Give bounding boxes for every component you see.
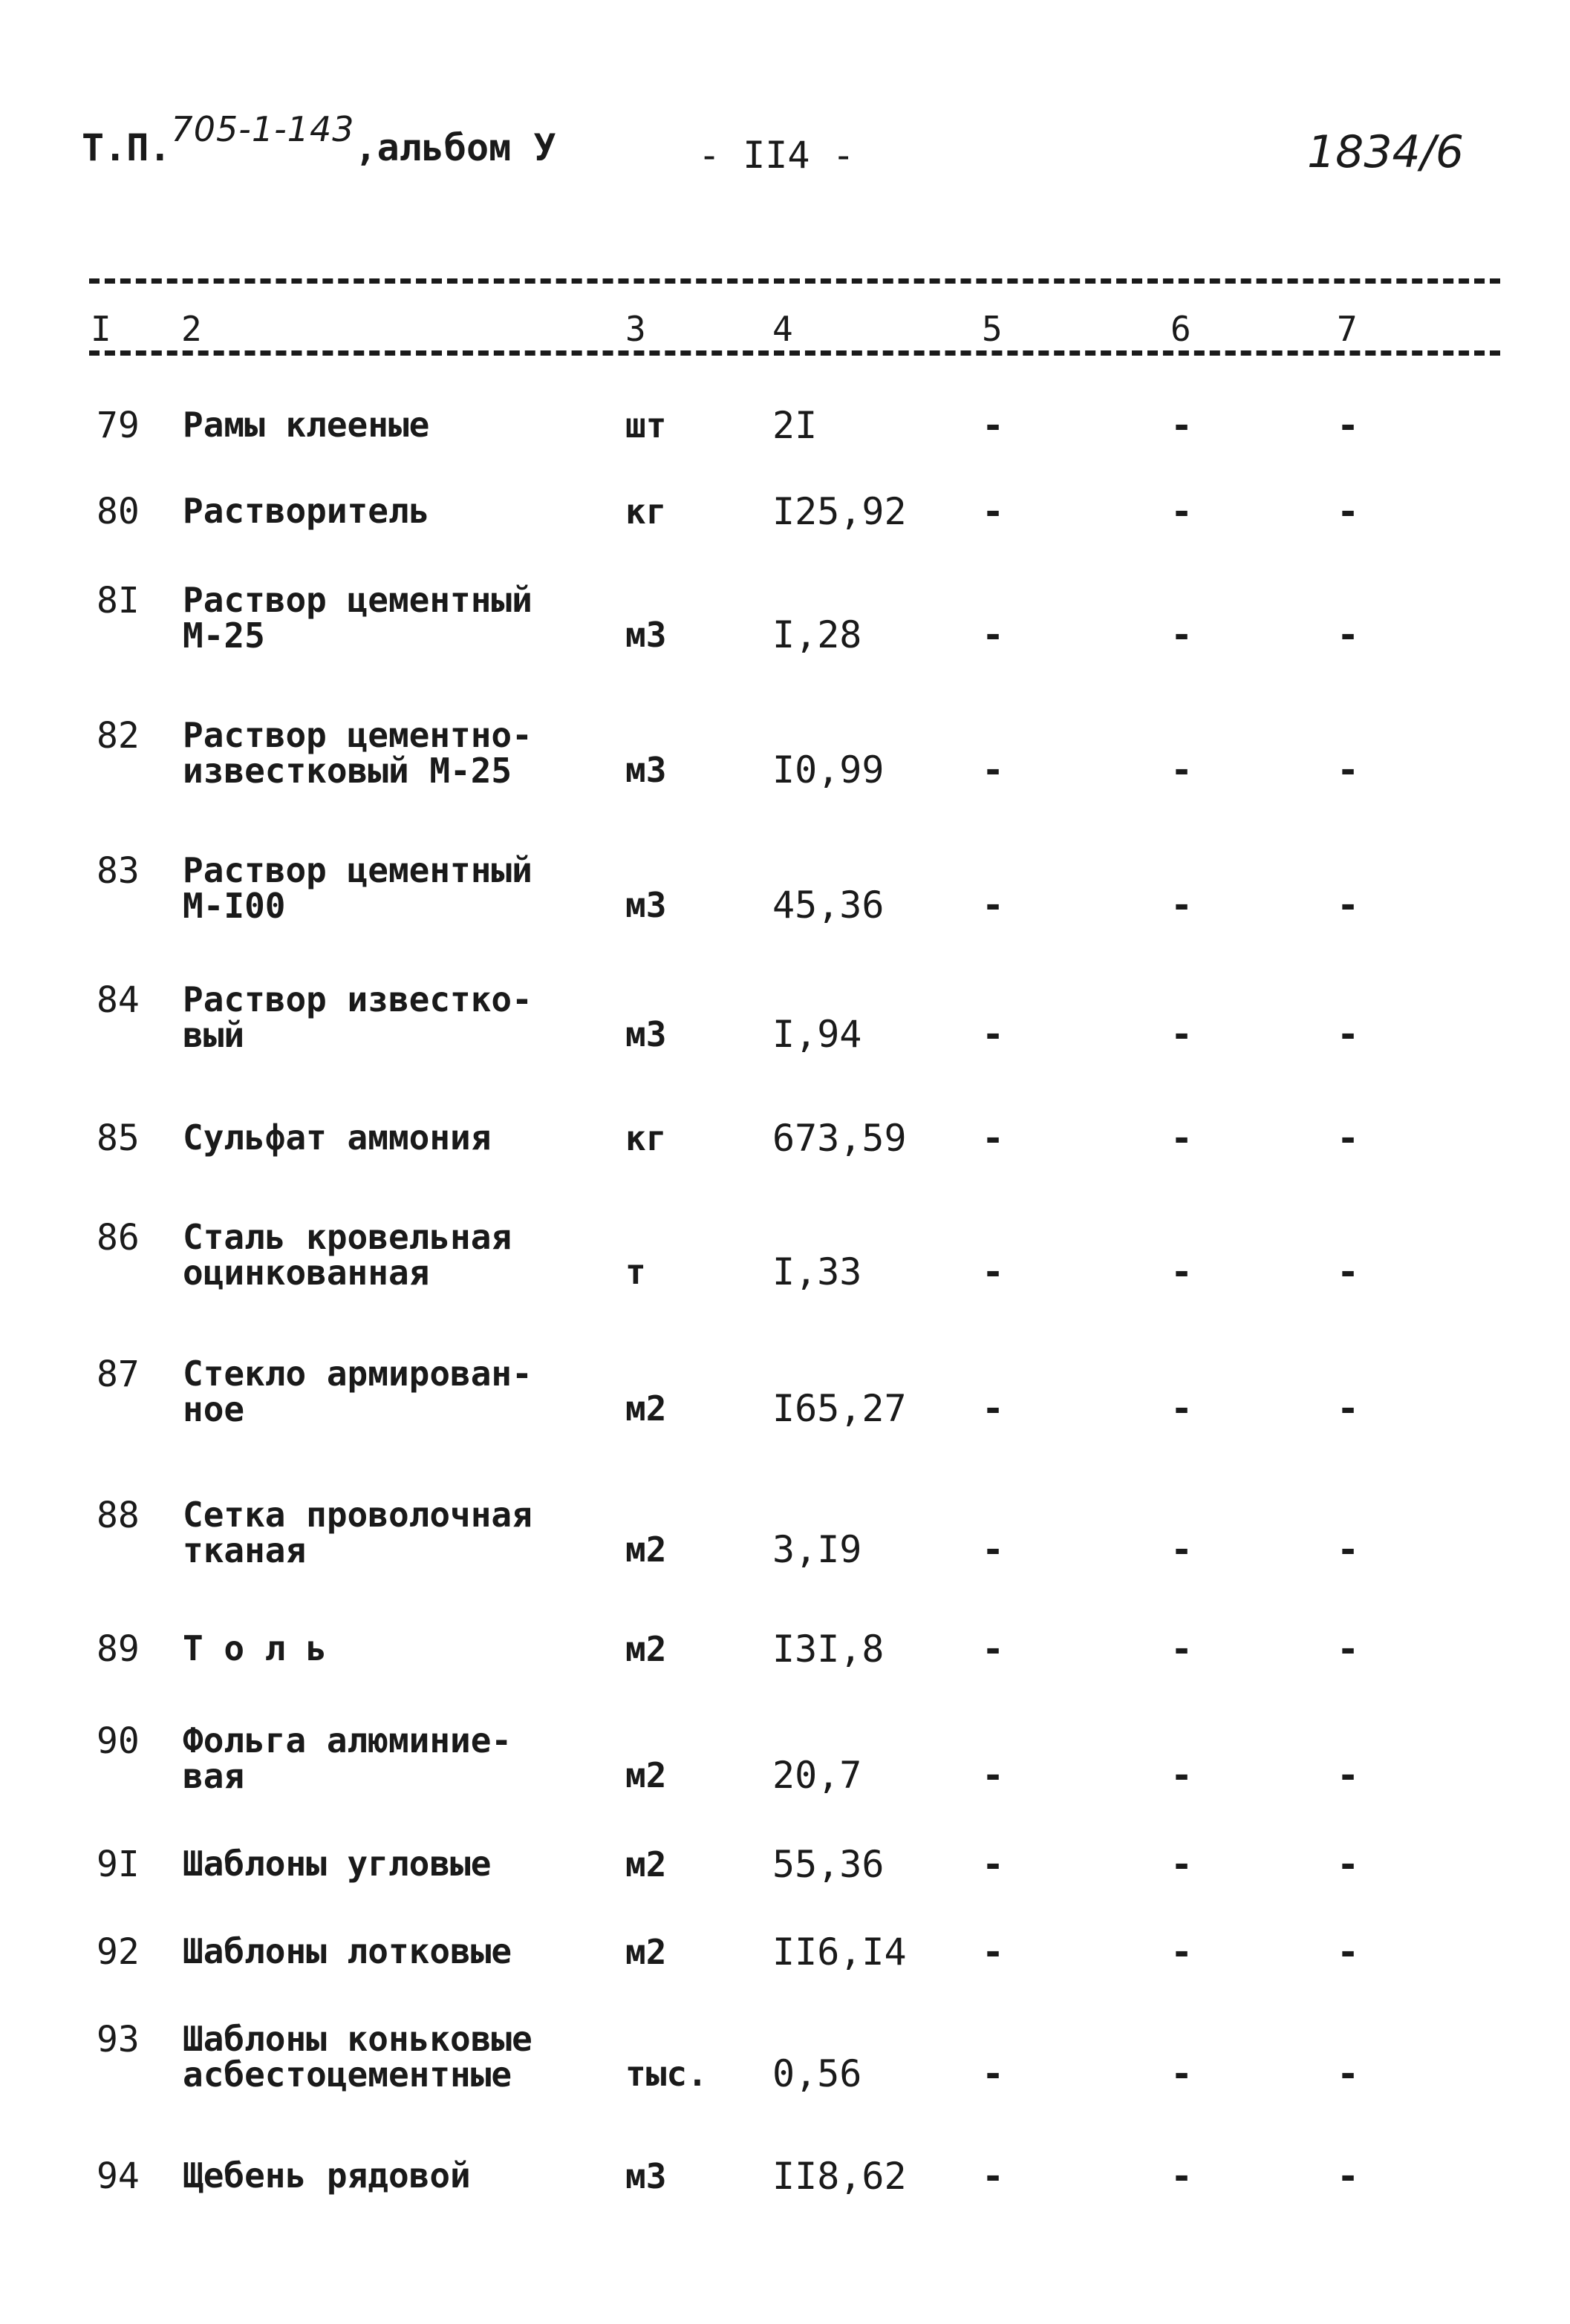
unit-of-measure: кг: [625, 492, 667, 532]
column-number-1: I: [88, 310, 114, 347]
row-number: 85: [97, 1117, 140, 1159]
unit-of-measure: м3: [625, 750, 667, 790]
column-6-value: -: [1170, 1754, 1193, 1797]
row-number: 9I: [97, 1844, 140, 1885]
row-number: 93: [97, 2019, 140, 2060]
column-6-value: -: [1170, 1628, 1193, 1671]
material-name: Раствор известко- вый: [183, 979, 532, 1055]
column-number-6: 6: [1167, 310, 1194, 347]
unit-of-measure: м2: [625, 1530, 667, 1570]
table-top-rule: [89, 278, 1500, 284]
column-6-value: -: [1170, 1930, 1193, 1974]
column-7-value: -: [1337, 1528, 1360, 1571]
quantity: 45,36: [772, 884, 885, 927]
quantity: II6,I4: [772, 1930, 907, 1974]
column-5-value: -: [982, 1528, 1005, 1571]
column-number-5: 5: [979, 310, 1006, 347]
column-7-value: -: [1337, 748, 1360, 791]
column-7-value: -: [1337, 1754, 1360, 1797]
document-number-handwritten: 1834/6: [1307, 126, 1465, 178]
column-7-value: -: [1337, 1117, 1360, 1160]
row-number: 8I: [97, 580, 140, 621]
column-7-value: -: [1337, 2155, 1360, 2198]
material-name: Шаблоны лотковые: [183, 1931, 512, 1971]
unit-of-measure: м2: [625, 1629, 667, 1669]
column-5-value: -: [982, 1013, 1005, 1056]
quantity: 55,36: [772, 1843, 885, 1886]
column-7-value: -: [1337, 613, 1360, 656]
column-6-value: -: [1170, 2155, 1193, 2198]
table-header-rule: [89, 350, 1500, 356]
material-name: Рамы клееные: [183, 405, 430, 445]
project-number-handwritten: 705-1-143: [171, 109, 355, 149]
column-7-value: -: [1337, 884, 1360, 927]
quantity: I0,99: [772, 748, 885, 791]
column-7-value: -: [1337, 1843, 1360, 1886]
column-number-4: 4: [769, 310, 796, 347]
unit-of-measure: м3: [625, 885, 667, 925]
quantity: I,33: [772, 1250, 862, 1293]
quantity: I,94: [772, 1013, 862, 1056]
column-number-7: 7: [1334, 310, 1361, 347]
unit-of-measure: м2: [625, 1844, 667, 1884]
header-prefix: Т.П.: [82, 126, 172, 169]
unit-of-measure: м2: [625, 1932, 667, 1972]
column-6-value: -: [1170, 490, 1193, 533]
row-number: 88: [97, 1495, 140, 1536]
quantity: II8,62: [772, 2155, 907, 2198]
column-5-value: -: [982, 1117, 1005, 1160]
column-number-3: 3: [622, 310, 649, 347]
column-5-value: -: [982, 1387, 1005, 1430]
page-header-reference: [82, 109, 556, 169]
material-name: Шаблоны угловые: [183, 1844, 492, 1884]
quantity: I3I,8: [772, 1628, 885, 1671]
row-number: 89: [97, 1628, 140, 1670]
unit-of-measure: м3: [625, 2156, 667, 2196]
quantity: 0,56: [772, 2052, 862, 2095]
column-7-value: -: [1337, 490, 1360, 533]
column-5-value: -: [982, 884, 1005, 927]
material-name: Щебень рядовой: [183, 2155, 471, 2196]
quantity: 3,I9: [772, 1528, 862, 1571]
column-5-value: -: [982, 1930, 1005, 1974]
column-5-value: -: [982, 613, 1005, 656]
quantity: I65,27: [772, 1387, 907, 1430]
material-name: Сульфат аммония: [183, 1117, 492, 1158]
column-5-value: -: [982, 2052, 1005, 2095]
column-5-value: -: [982, 748, 1005, 791]
column-number-2: 2: [178, 310, 205, 347]
material-name: Раствор цементный М-25: [183, 580, 532, 656]
row-number: 87: [97, 1354, 140, 1395]
quantity: 2I: [772, 404, 818, 447]
column-6-value: -: [1170, 1013, 1193, 1056]
column-6-value: -: [1170, 613, 1193, 656]
column-6-value: -: [1170, 1117, 1193, 1160]
column-6-value: -: [1170, 1250, 1193, 1293]
column-5-value: -: [982, 490, 1005, 533]
quantity: I,28: [772, 613, 862, 656]
material-name: Фольга алюминие- вая: [183, 1720, 512, 1796]
row-number: 83: [97, 850, 140, 892]
material-name: Шаблоны коньковые асбестоцементные: [183, 2019, 532, 2095]
page-number: - II4 -: [698, 134, 855, 177]
column-7-value: -: [1337, 2052, 1360, 2095]
row-number: 86: [97, 1217, 140, 1259]
quantity: 20,7: [772, 1754, 862, 1797]
column-7-value: -: [1337, 404, 1360, 447]
column-7-value: -: [1337, 1628, 1360, 1671]
material-name: Т о л ь: [183, 1628, 327, 1668]
material-name: Сетка проволочная тканая: [183, 1495, 532, 1570]
column-7-value: -: [1337, 1013, 1360, 1056]
column-7-value: -: [1337, 1250, 1360, 1293]
album-label: ,альбом У: [354, 126, 556, 169]
column-5-value: -: [982, 1843, 1005, 1886]
unit-of-measure: тыс.: [625, 2054, 708, 2094]
column-5-value: -: [982, 1754, 1005, 1797]
column-6-value: -: [1170, 2052, 1193, 2095]
unit-of-measure: м2: [625, 1755, 667, 1795]
material-name: Сталь кровельная оцинкованная: [183, 1217, 512, 1293]
row-number: 94: [97, 2155, 140, 2197]
column-5-value: -: [982, 1628, 1005, 1671]
row-number: 82: [97, 715, 140, 757]
unit-of-measure: кг: [625, 1118, 667, 1158]
quantity: 673,59: [772, 1117, 907, 1160]
material-name: Раствор цементный М-I00: [183, 850, 532, 926]
unit-of-measure: м2: [625, 1388, 667, 1429]
unit-of-measure: шт: [625, 405, 667, 445]
column-5-value: -: [982, 2155, 1005, 2198]
row-number: 90: [97, 1720, 140, 1762]
column-6-value: -: [1170, 404, 1193, 447]
material-name: Растворитель: [183, 491, 430, 531]
column-7-value: -: [1337, 1387, 1360, 1430]
column-6-value: -: [1170, 884, 1193, 927]
row-number: 80: [97, 491, 140, 532]
column-5-value: -: [982, 404, 1005, 447]
unit-of-measure: м3: [625, 615, 667, 655]
row-number: 92: [97, 1931, 140, 1973]
column-6-value: -: [1170, 1843, 1193, 1886]
quantity: I25,92: [772, 490, 907, 533]
column-7-value: -: [1337, 1930, 1360, 1974]
column-5-value: -: [982, 1250, 1005, 1293]
unit-of-measure: м3: [625, 1014, 667, 1054]
material-name: Стекло армирован- ное: [183, 1354, 532, 1429]
material-name: Раствор цементно- известковый М-25: [183, 715, 532, 791]
row-number: 84: [97, 979, 140, 1021]
row-number: 79: [97, 405, 140, 446]
column-6-value: -: [1170, 1528, 1193, 1571]
unit-of-measure: т: [625, 1252, 646, 1292]
column-6-value: -: [1170, 748, 1193, 791]
column-6-value: -: [1170, 1387, 1193, 1430]
